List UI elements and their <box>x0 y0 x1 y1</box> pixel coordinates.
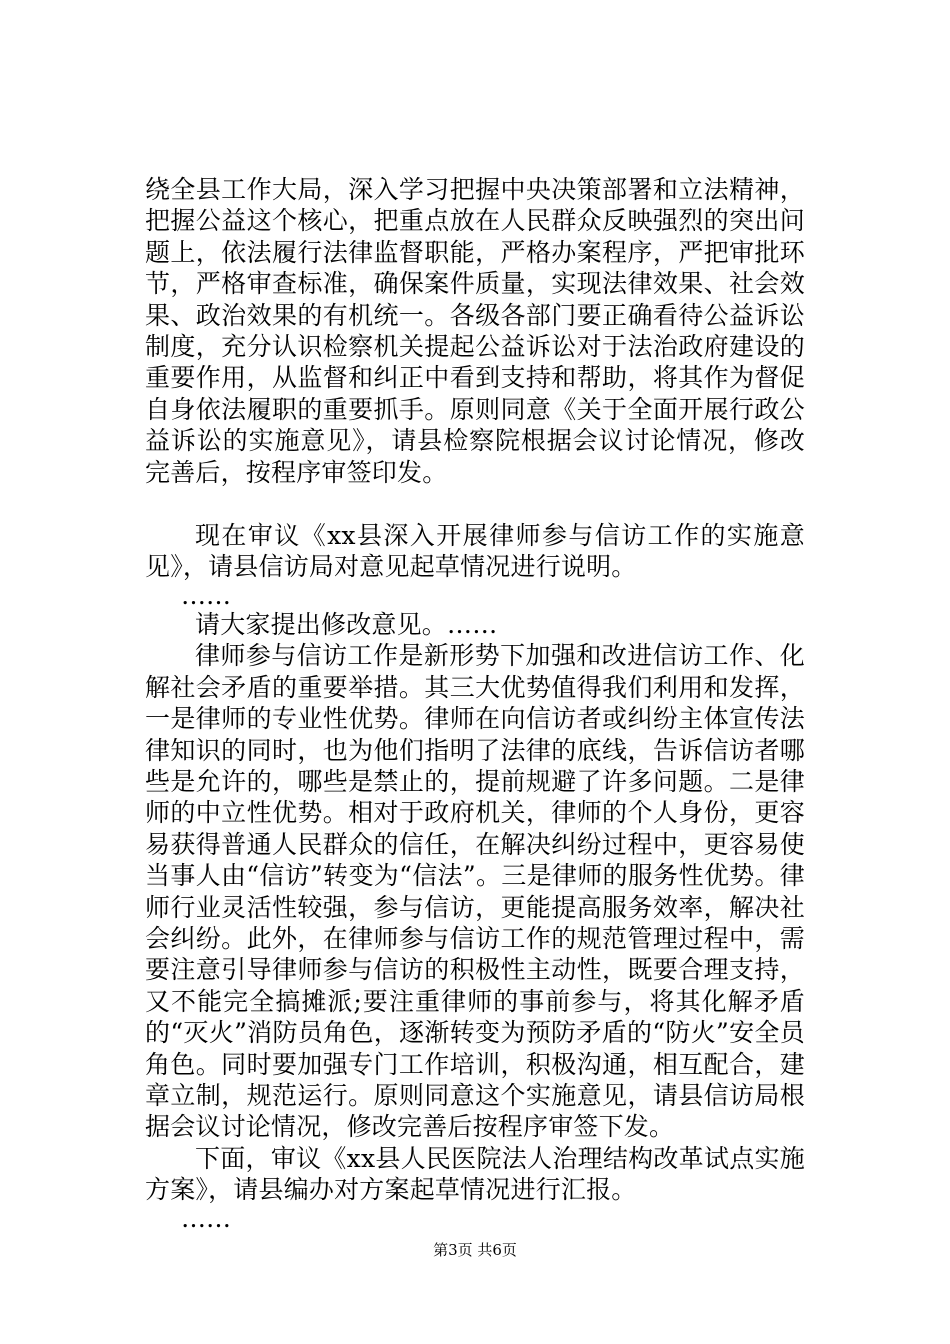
paragraph-request-revisions: 请大家提出修改意见。…… <box>195 609 498 639</box>
paragraph-public-interest-litigation: 绕全县工作大局，深入学习把握中央决策部署和立法精神，把握公益这个核心，把重点放在人民群众反映强烈的突出问题上，依法履行法律监督职能，严格办案程序，严把审批环节，严格审查标准，确保案件质量，实现法律效果、社会效果、政治效果的有机统一。各级各部门要正确看待公益诉讼制度，充分认识检察机关提起公益诉讼对于法治政府建设的重要作用，从监督和纠正中看到支持和帮助，将其作为督促自身依法履职的重要抓手。原则同意《关于全面开展行政公益诉讼的实施意见》，请县检察院根据会议讨论情况，修改完善后，按程序审签印发。 <box>145 175 805 487</box>
paragraph-review-lawyer-opinion: 现在审议《xx县深入开展律师参与信访工作的实施意见》，请县信访局对意见起草情况进行说明。 <box>145 521 805 582</box>
ellipsis-line: …… <box>181 1203 231 1233</box>
document-body <box>145 174 805 1232</box>
page-footer: 第3页 共6页 <box>433 1241 517 1259</box>
ellipsis-line: …… <box>181 580 231 610</box>
paragraph-lawyer-petition-advantages: 律师参与信访工作是新形势下加强和改进信访工作、化解社会矛盾的重要举措。其三大优势值得我们利用和发挥，一是律师的专业性优势。律师在向信访者或纠纷主体宣传法律知识的同时，也为他们指明了法律的底线，告诉信访者哪些是允许的，哪些是禁止的，提前规避了许多问题。二是律师的中立性优势。相对于政府机关，律师的个人身份，更容易获得普通人民群众的信任，在解决纠纷过程中，更容易使当事人由“信访”转变为“信法”。三是律师的服务性优势。律师行业灵活性较强，参与信访，更能提高服务效率，解决社会纠纷。此外，在律师参与信访工作的规范管理过程中，需要注意引导律师参与信访的积极性主动性，既要合理支持，又不能完全搞摊派;要注重律师的事前参与，将其化解矛盾的“灭火”消防员角色，逐渐转变为预防矛盾的“防火”安全员角色。同时要加强专门工作培训，积极沟通，相互配合，建章立制，规范运行。原则同意这个实施意见，请县信访局根据会议讨论情况，修改完善后按程序审签下发。 <box>145 641 805 1142</box>
paragraph-review-hospital-plan: 下面，审议《xx县人民医院法人治理结构改革试点实施方案》，请县编办对方案起草情况进行汇报。 <box>145 1143 805 1205</box>
